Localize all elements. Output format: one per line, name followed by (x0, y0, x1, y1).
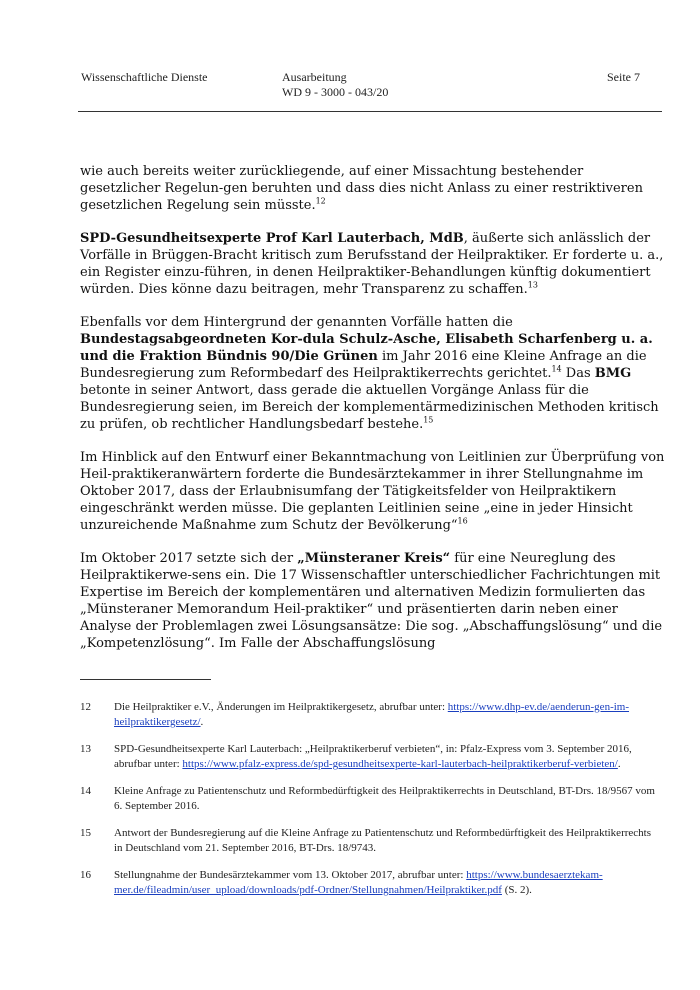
paragraph-3-text-3: Das (561, 366, 595, 381)
paragraph-5-text-2: für eine Neureglung des Heilpraktikerwe-sens ein. Die 17 Wissenschaftler unterschiedlicher Fachrichtungen mit Expertise im Bereich der komplementären und alternativen Medizin formulierten das „Münsteraner Memorandum Heil-praktiker“ und präsentierten darin neben einer Analyse der Problemlagen zwei Lösungsansätze: Die sog. „Abschaffungslösung“ und die „Kompetenzlösung“. Im Falle der Abschaffungslösung (80, 551, 663, 651)
footnote-15 (80, 826, 660, 856)
footnote-text: SPD-Gesundheitsexperte Karl Lauterbach: „Heilpraktikerberuf verbieten“, in: Pfalz-Express vom 3. September 2016, abrufbar unter: https://www.pfalz-express.de/spd-gesundheitsexperte-karl-lauterbach-heilpraktikerberuf-verbieten/. (114, 743, 632, 770)
paragraph-3-bold-2: BMG (594, 366, 632, 381)
footnote-number: 12 (80, 701, 91, 713)
paragraph-1-text: wie auch bereits weiter zurückliegende, auf einer Missachtung bestehender gesetzlicher Regelun-gen beruhten und dass dies nicht Anlass zu einer restriktiveren gesetzlichen Regelung sein müsste. (80, 164, 643, 213)
header-doc-type: Ausarbeitung (282, 70, 347, 84)
footnote-link[interactable]: https://www.bundesaerztekam-mer.de/fileadmin/user_upload/downloads/pdf-Ordner/Stellungnahmen/Heilpraktiker.pdf (114, 869, 603, 896)
footnote-16 (80, 868, 660, 898)
footnote-number: 16 (80, 869, 91, 881)
footnote-divider (80, 679, 211, 680)
paragraph-3 (80, 314, 665, 433)
footnote-13 (80, 742, 660, 772)
paragraph-3-text-1: Ebenfalls vor dem Hintergrund der genannten Vorfälle hatten die (80, 315, 513, 330)
header-doc-number: WD 9 - 3000 - 043/20 (282, 85, 389, 99)
paragraph-5-bold: „Münsteraner Kreis“ (297, 551, 451, 566)
paragraph-2-text: , äußerte sich anlässlich der Vorfälle in Brüggen-Bracht kritisch zum Berufsstand der Heilpraktiker. Er forderte u. a., ein Register einzu-führen, in denen Heilpraktiker-Behandlungen künftig dokumentiert würden. Dies könne dazu beitragen, mehr Transparenz zu schaffen. (80, 231, 664, 297)
footnote-14 (80, 784, 660, 814)
footnote-text: Stellungnahme der Bundesärztekammer vom 13. Oktober 2017, abrufbar unter: https://www.bundesaerztekam-mer.de/fileadmin/user_upload/downloads/pdf-Ordner/Stellungnahmen/Heilpraktiker.pdf (S. 2). (114, 869, 603, 896)
header-divider (78, 111, 662, 112)
footnote-text: Die Heilpraktiker e.V., Änderungen im Heilpraktikergesetz, abrufbar unter: https://www.dhp-ev.de/aenderun-gen-im-heilpraktikergesetz/. (114, 701, 630, 728)
footnote-link[interactable]: https://www.pfalz-express.de/spd-gesundheitsexperte-karl-lauterbach-heilpraktikerberuf-verbieten/ (182, 758, 618, 770)
footnote-text: Antwort der Bundesregierung auf die Kleine Anfrage zu Patientenschutz und Reformbedürftigkeit des Heilpraktikerrechts in Deutschland vom 21. September 2016, BT-Drs. 18/9743. (114, 827, 651, 854)
paragraph-5-text-1: Im Oktober 2017 setzte sich der (80, 551, 298, 566)
header-department: Wissenschaftliche Dienste (81, 70, 208, 84)
paragraph-2 (80, 230, 665, 298)
paragraph-5 (80, 550, 665, 652)
footnote-ref-16[interactable]: 16 (457, 516, 468, 526)
paragraph-3-text-2: im Jahr 2016 eine Kleine Anfrage an die Bundesregierung zum Reformbedarf des Heilpraktikerrechts gerichtet. (80, 349, 647, 381)
footnote-number: 15 (80, 827, 91, 839)
paragraph-1 (80, 163, 665, 214)
paragraph-3-text-4: betonte in seiner Antwort, dass gerade die aktuellen Vorgänge Anlass für die Bundesregierung seien, im Bereich der komplementärmedizinischen Methoden kritisch zu prüfen, ob rechtlicher Handlungsbedarf bestehe. (80, 383, 659, 432)
paragraph-4 (80, 449, 665, 534)
footnote-ref-15[interactable]: 15 (423, 415, 434, 425)
footnote-ref-12[interactable]: 12 (315, 196, 326, 206)
footnotes (80, 700, 660, 898)
footnote-text: Kleine Anfrage zu Patientenschutz und Reformbedürftigkeit des Heilpraktikerrechts in Deutschland, BT-Drs. 18/9567 vom 6. September 2016. (114, 785, 655, 812)
paragraph-3-bold-1: Bundestagsabgeordneten Kor-dula Schulz-Asche, Elisabeth Scharfenberg u. a. und die Fraktion Bündnis 90/Die Grünen (80, 332, 653, 364)
paragraph-2-bold: SPD-Gesundheitsexperte Prof Karl Lauterbach, MdB (80, 231, 464, 246)
body-text (80, 163, 665, 668)
header-page-number: Seite 7 (607, 70, 640, 84)
footnote-number: 14 (80, 785, 91, 797)
header-document-info (282, 70, 388, 100)
paragraph-4-text: Im Hinblick auf den Entwurf einer Bekanntmachung von Leitlinien zur Überprüfung von Heil-praktikeranwärtern forderte die Bundesärztekammer in ihrer Stellungnahme im Oktober 2017, dass der Erlaubnisumfang der Tätigkeitsfelder von Heilpraktikern eingeschränkt werden müsse. Die geplanten Leitlinien seine „eine in jeder Hinsicht unzureichende Maßnahme zum Schutz der Bevölkerung“ (80, 450, 665, 533)
footnote-12 (80, 700, 660, 730)
footnote-link[interactable]: https://www.dhp-ev.de/aenderun-gen-im-heilpraktikergesetz/ (114, 701, 630, 728)
footnote-ref-14[interactable]: 14 (551, 364, 562, 374)
footnote-ref-13[interactable]: 13 (527, 280, 538, 290)
footnote-number: 13 (80, 743, 91, 755)
